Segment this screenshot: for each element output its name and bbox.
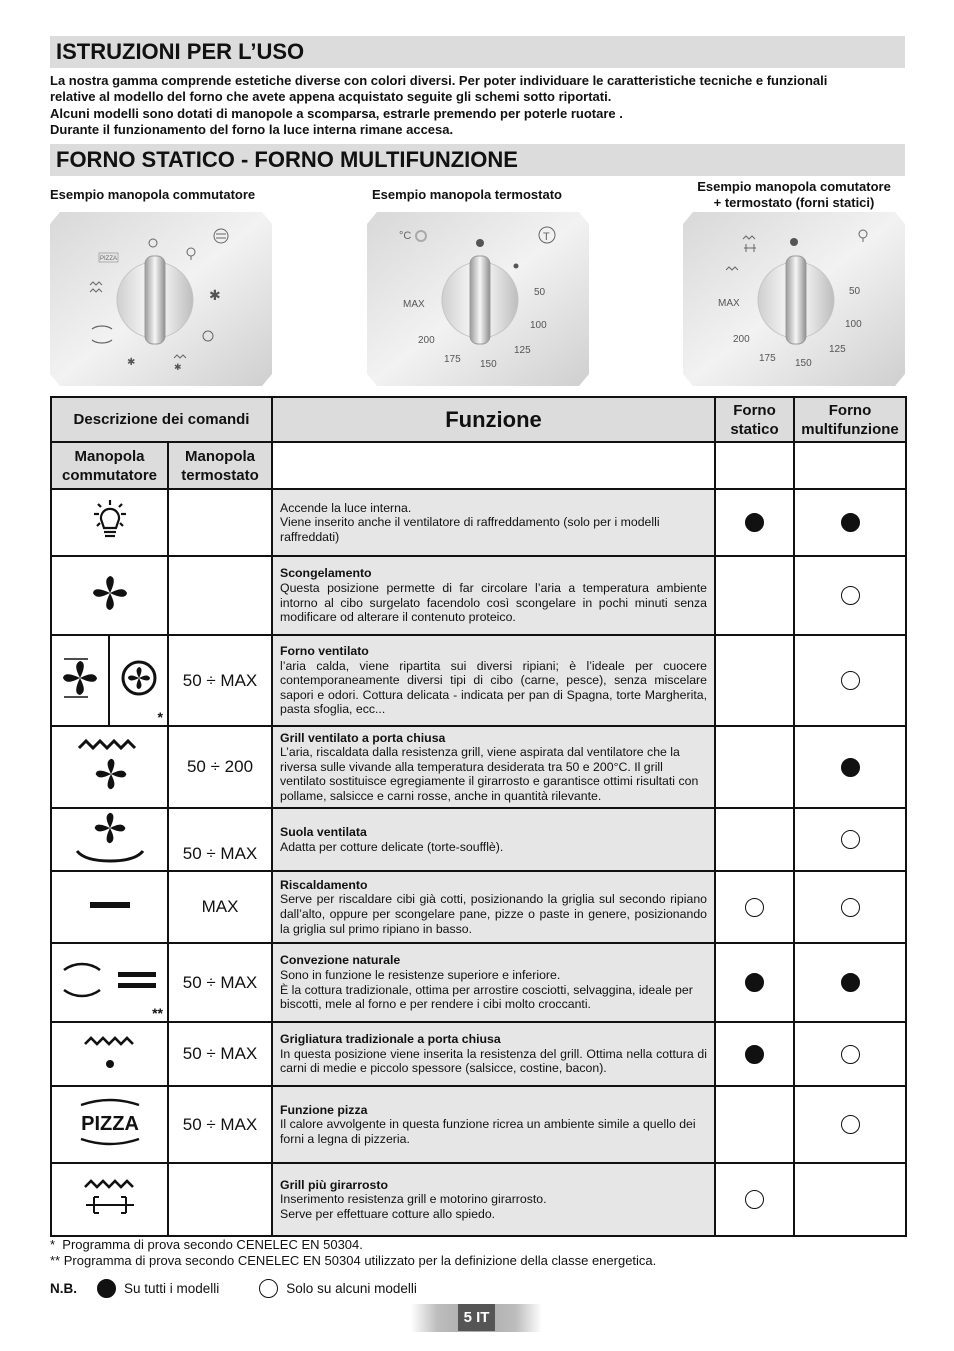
table-row — [51, 943, 906, 1022]
header-forno-statico — [715, 397, 794, 442]
empty-dot-icon — [841, 1045, 860, 1064]
static-availability — [715, 489, 794, 556]
function-description — [272, 871, 715, 943]
rotisserie-icon — [51, 1163, 168, 1236]
section-title-istruzioni: ISTRUZIONI PER L’USO — [50, 36, 905, 68]
subheader-empty — [794, 442, 906, 489]
function-description — [272, 1086, 715, 1163]
circular-fan-icon — [109, 635, 168, 726]
subheader-empty — [715, 442, 794, 489]
legend — [50, 1279, 417, 1298]
table-row — [51, 635, 906, 726]
function-title: Funzione pizza — [280, 1102, 368, 1117]
function-title: Riscaldamento — [280, 877, 368, 892]
function-title: Grill ventilato a porta chiusa — [280, 730, 446, 745]
pizza-label: PIZZA — [80, 1113, 139, 1135]
static-availability — [715, 1022, 794, 1086]
function-description — [272, 808, 715, 871]
function-description — [272, 556, 715, 635]
footnotes — [50, 1237, 656, 1269]
conventional-icon — [51, 943, 168, 1022]
static-availability — [715, 726, 794, 808]
function-description — [272, 489, 715, 556]
intro-line: La nostra gamma comprende estetiche diverse con colori diversi. Per poter individuare le caratteristiche tecniche e funzionali — [50, 73, 828, 88]
empty-dot-icon — [841, 830, 860, 849]
empty-dot-icon — [841, 898, 860, 917]
function-text: Il calore avvolgente in questa funzione ricrea un ambiente simile a quello dei forni a legna di pizzeria. — [280, 1117, 696, 1146]
multi-availability — [794, 1086, 906, 1163]
intro-text — [50, 73, 910, 138]
empty-dot-icon — [841, 671, 860, 690]
svg-text:✱: ✱ — [174, 363, 182, 373]
static-availability — [715, 943, 794, 1022]
empty-dot-icon — [745, 1190, 764, 1209]
lamp-icon — [51, 489, 168, 556]
fan-oven-icon — [51, 635, 109, 726]
knob-125-label: 125 — [829, 344, 846, 355]
knob-max-label: MAX — [718, 298, 740, 309]
function-text: Inserimento resistenza grill e motorino girarrosto. Serve per effettuare cotture allo spiedo. — [280, 1192, 547, 1221]
multi-availability — [794, 556, 906, 635]
function-title: Suola ventilata — [280, 824, 367, 839]
section-title-forno: FORNO STATICO - FORNO MULTIFUNZIONE — [50, 144, 905, 176]
subheader-line: Manopola — [74, 447, 145, 465]
function-description — [272, 943, 715, 1022]
filled-dot-icon — [745, 973, 764, 992]
bottom-fan-icon — [51, 808, 168, 871]
knob-50-label: 50 — [849, 286, 861, 297]
temp-range: 50 ÷ 200 — [168, 726, 272, 808]
static-availability — [715, 1086, 794, 1163]
knob-200-label: 200 — [418, 335, 435, 346]
temp-range: 50 ÷ MAX — [168, 635, 272, 726]
intro-line: Alcuni modelli sono dotati di manopole a scomparsa, estrarle premendo per poterle ruotare . — [50, 105, 623, 121]
table-row — [51, 489, 906, 556]
knob-100-label: 100 — [845, 319, 862, 330]
empty-dot-icon — [841, 1115, 860, 1134]
multi-availability — [794, 808, 906, 871]
temp-range: 50 ÷ MAX — [168, 808, 272, 871]
example-label-line: + termostato (forni statici) — [713, 195, 875, 210]
table-row — [51, 1163, 906, 1236]
knob-175-label: 175 — [444, 354, 461, 365]
function-title: Grigliatura tradizionale a porta chiusa — [280, 1032, 501, 1047]
table-row — [51, 1022, 906, 1086]
static-availability — [715, 556, 794, 635]
knob-max-label: MAX — [403, 299, 425, 310]
filled-dot-icon — [97, 1279, 116, 1298]
legend-label: N.B. — [50, 1281, 77, 1296]
footnote-mark: ** — [152, 1005, 163, 1021]
multi-availability — [794, 1163, 906, 1236]
legend-filled-text: Su tutti i modelli — [124, 1281, 220, 1296]
table-row — [51, 808, 906, 871]
svg-text:✱: ✱ — [209, 288, 221, 304]
temp-range: 50 ÷ MAX — [168, 943, 272, 1022]
header-descrizione: Descrizione dei comandi — [51, 397, 272, 442]
static-availability — [715, 808, 794, 871]
function-description — [272, 635, 715, 726]
multi-availability — [794, 871, 906, 943]
pizza-icon — [51, 1086, 168, 1163]
static-availability — [715, 635, 794, 726]
function-description — [272, 726, 715, 808]
temp-range: MAX — [168, 871, 272, 943]
knob-125-label: 125 — [514, 345, 531, 356]
footnote: * Programma di prova secondo CENELEC EN 50304. — [50, 1237, 363, 1252]
knob-celsius-label: °C — [399, 230, 412, 242]
table-row — [51, 1086, 906, 1163]
subheader-line: Manopola — [185, 447, 255, 465]
function-text: In questa posizione viene inserita la resistenza del grill. Ottima nella cottura di carni di medie e piccolo spessore (salsicce, costine, bacon). — [280, 1046, 707, 1076]
function-text: Serve per riscaldare cibi già cotti, posizionando la griglia sul secondo ripiano dall’alto, oppure per scongelare pane, pizze o paste in genere, posizionando la griglia sul primo ripiano in basso. — [280, 892, 707, 936]
multi-availability — [794, 726, 906, 808]
example-label-combined — [684, 179, 904, 211]
knob-commutatore-image — [50, 212, 272, 386]
knob-150-label: 150 — [480, 359, 497, 370]
page-number — [411, 1304, 542, 1332]
example-label-termostato: Esempio manopola termostato — [372, 187, 562, 202]
function-text: Accende la luce interna. Viene inserito anche il ventilatore di raffreddamento (solo per i modelli raffreddati) — [280, 500, 660, 544]
knob-175-label: 175 — [759, 353, 776, 364]
header-forno-multifunzione — [794, 397, 906, 442]
subheader-commutatore — [51, 442, 168, 489]
function-description — [272, 1163, 715, 1236]
grill-icon — [51, 1022, 168, 1086]
intro-line: relative al modello del forno che avete appena acquistato seguite gli schemi sotto riportati. — [50, 89, 612, 105]
knob-termostato-image — [367, 212, 589, 386]
knob-150-label: 150 — [795, 358, 812, 369]
subheader-line: termostato — [181, 466, 259, 484]
function-description — [272, 1022, 715, 1086]
temp-range — [168, 1163, 272, 1236]
filled-dot-icon — [745, 1045, 764, 1064]
page-number-text: 5 IT — [458, 1304, 496, 1331]
header-funzione: Funzione — [272, 397, 715, 442]
knob-50-label: 50 — [534, 287, 546, 298]
table-row — [51, 871, 906, 943]
header-line: Forno — [733, 401, 776, 419]
intro-line: Durante il funzionamento del forno la luce interna rimane accesa. — [50, 121, 454, 137]
fan-icon — [51, 556, 168, 635]
table-row — [51, 556, 906, 635]
grill-fan-icon — [51, 726, 168, 808]
function-text: Adatta per cotture delicate (torte-soufflè). — [280, 839, 504, 854]
multi-availability — [794, 489, 906, 556]
header-line: statico — [730, 420, 779, 438]
subheader-empty — [272, 442, 715, 489]
knob-combined-image — [683, 212, 905, 386]
empty-dot-icon — [841, 586, 860, 605]
header-line: multifunzione — [801, 420, 899, 438]
knob-100-label: 100 — [530, 320, 547, 331]
filled-dot-icon — [841, 758, 860, 777]
svg-text:✱: ✱ — [127, 357, 136, 368]
footnote-mark: * — [157, 709, 163, 725]
knob-200-label: 200 — [733, 334, 750, 345]
function-title: Convezione naturale — [280, 953, 401, 968]
filled-dot-icon — [745, 513, 764, 532]
function-text: L’aria, riscaldata dalla resistenza grill, viene aspirata dal ventilatore che la riversa sulle vivande alla temperatura desiderata tra 50 e 200°C. Il grill ventilato sostituisce egregiamente il girarrosto e garantisce ottimi risultati con pollame, salsicce e carni rosse, anche in quantità rilevante. — [280, 745, 699, 803]
temp-range: 50 ÷ MAX — [168, 1022, 272, 1086]
filled-dot-icon — [841, 513, 860, 532]
knob-t-label: T — [543, 231, 550, 243]
empty-dot-icon — [259, 1279, 278, 1298]
function-text: l’aria calda, viene ripartita sui diversi ripiani; è l’ideale per cuocere contemporaneamente diversi tipi di cibo (carne, pesce), senza miscelare sapori e odori. Cottura delicata - indicata per pan di Spagna, torte Margherita, pasta sfoglia, ecc... — [280, 658, 707, 717]
header-line: Forno — [828, 401, 872, 419]
table-row — [51, 726, 906, 808]
footnote: ** Programma di prova secondo CENELEC EN 50304 utilizzato per la definizione della classe energetica. — [50, 1253, 657, 1268]
static-availability — [715, 871, 794, 943]
temp-range — [168, 556, 272, 635]
function-title: Forno ventilato — [280, 644, 369, 659]
function-title: Scongelamento — [280, 566, 372, 581]
multi-availability — [794, 943, 906, 1022]
function-title: Grill più girarrosto — [280, 1177, 388, 1192]
multi-availability — [794, 635, 906, 726]
legend-empty-text: Solo su alcuni modelli — [286, 1281, 417, 1296]
example-label-line: Esempio manopola comutatore — [697, 179, 891, 194]
temp-range: 50 ÷ MAX — [168, 1086, 272, 1163]
static-availability — [715, 1163, 794, 1236]
multi-availability — [794, 1022, 906, 1086]
subheader-line: commutatore — [61, 466, 158, 484]
empty-dot-icon — [745, 898, 764, 917]
function-text: Sono in funzione le resistenze superiore e inferiore. È la cottura tradizionale, ottima per arrostire cosciotti, selvaggina, ideale per biscotti, mele al forno e per rendere i cibi molto croccanti. — [280, 967, 693, 1012]
knob-pizza-label: PIZZA — [100, 256, 118, 262]
example-label-commutatore: Esempio manopola commutatore — [50, 187, 256, 202]
heating-icon — [51, 871, 168, 943]
temp-range — [168, 489, 272, 556]
functions-table — [50, 396, 907, 1237]
function-text: Questa posizione permette di far circolare l’aria a temperatura ambiente intorno al cibo surgelato facendolo così scongelare in pochi minuti senza modificare od alterare il contenuto proteico. — [280, 580, 707, 625]
filled-dot-icon — [841, 973, 860, 992]
subheader-termostato — [168, 442, 272, 489]
